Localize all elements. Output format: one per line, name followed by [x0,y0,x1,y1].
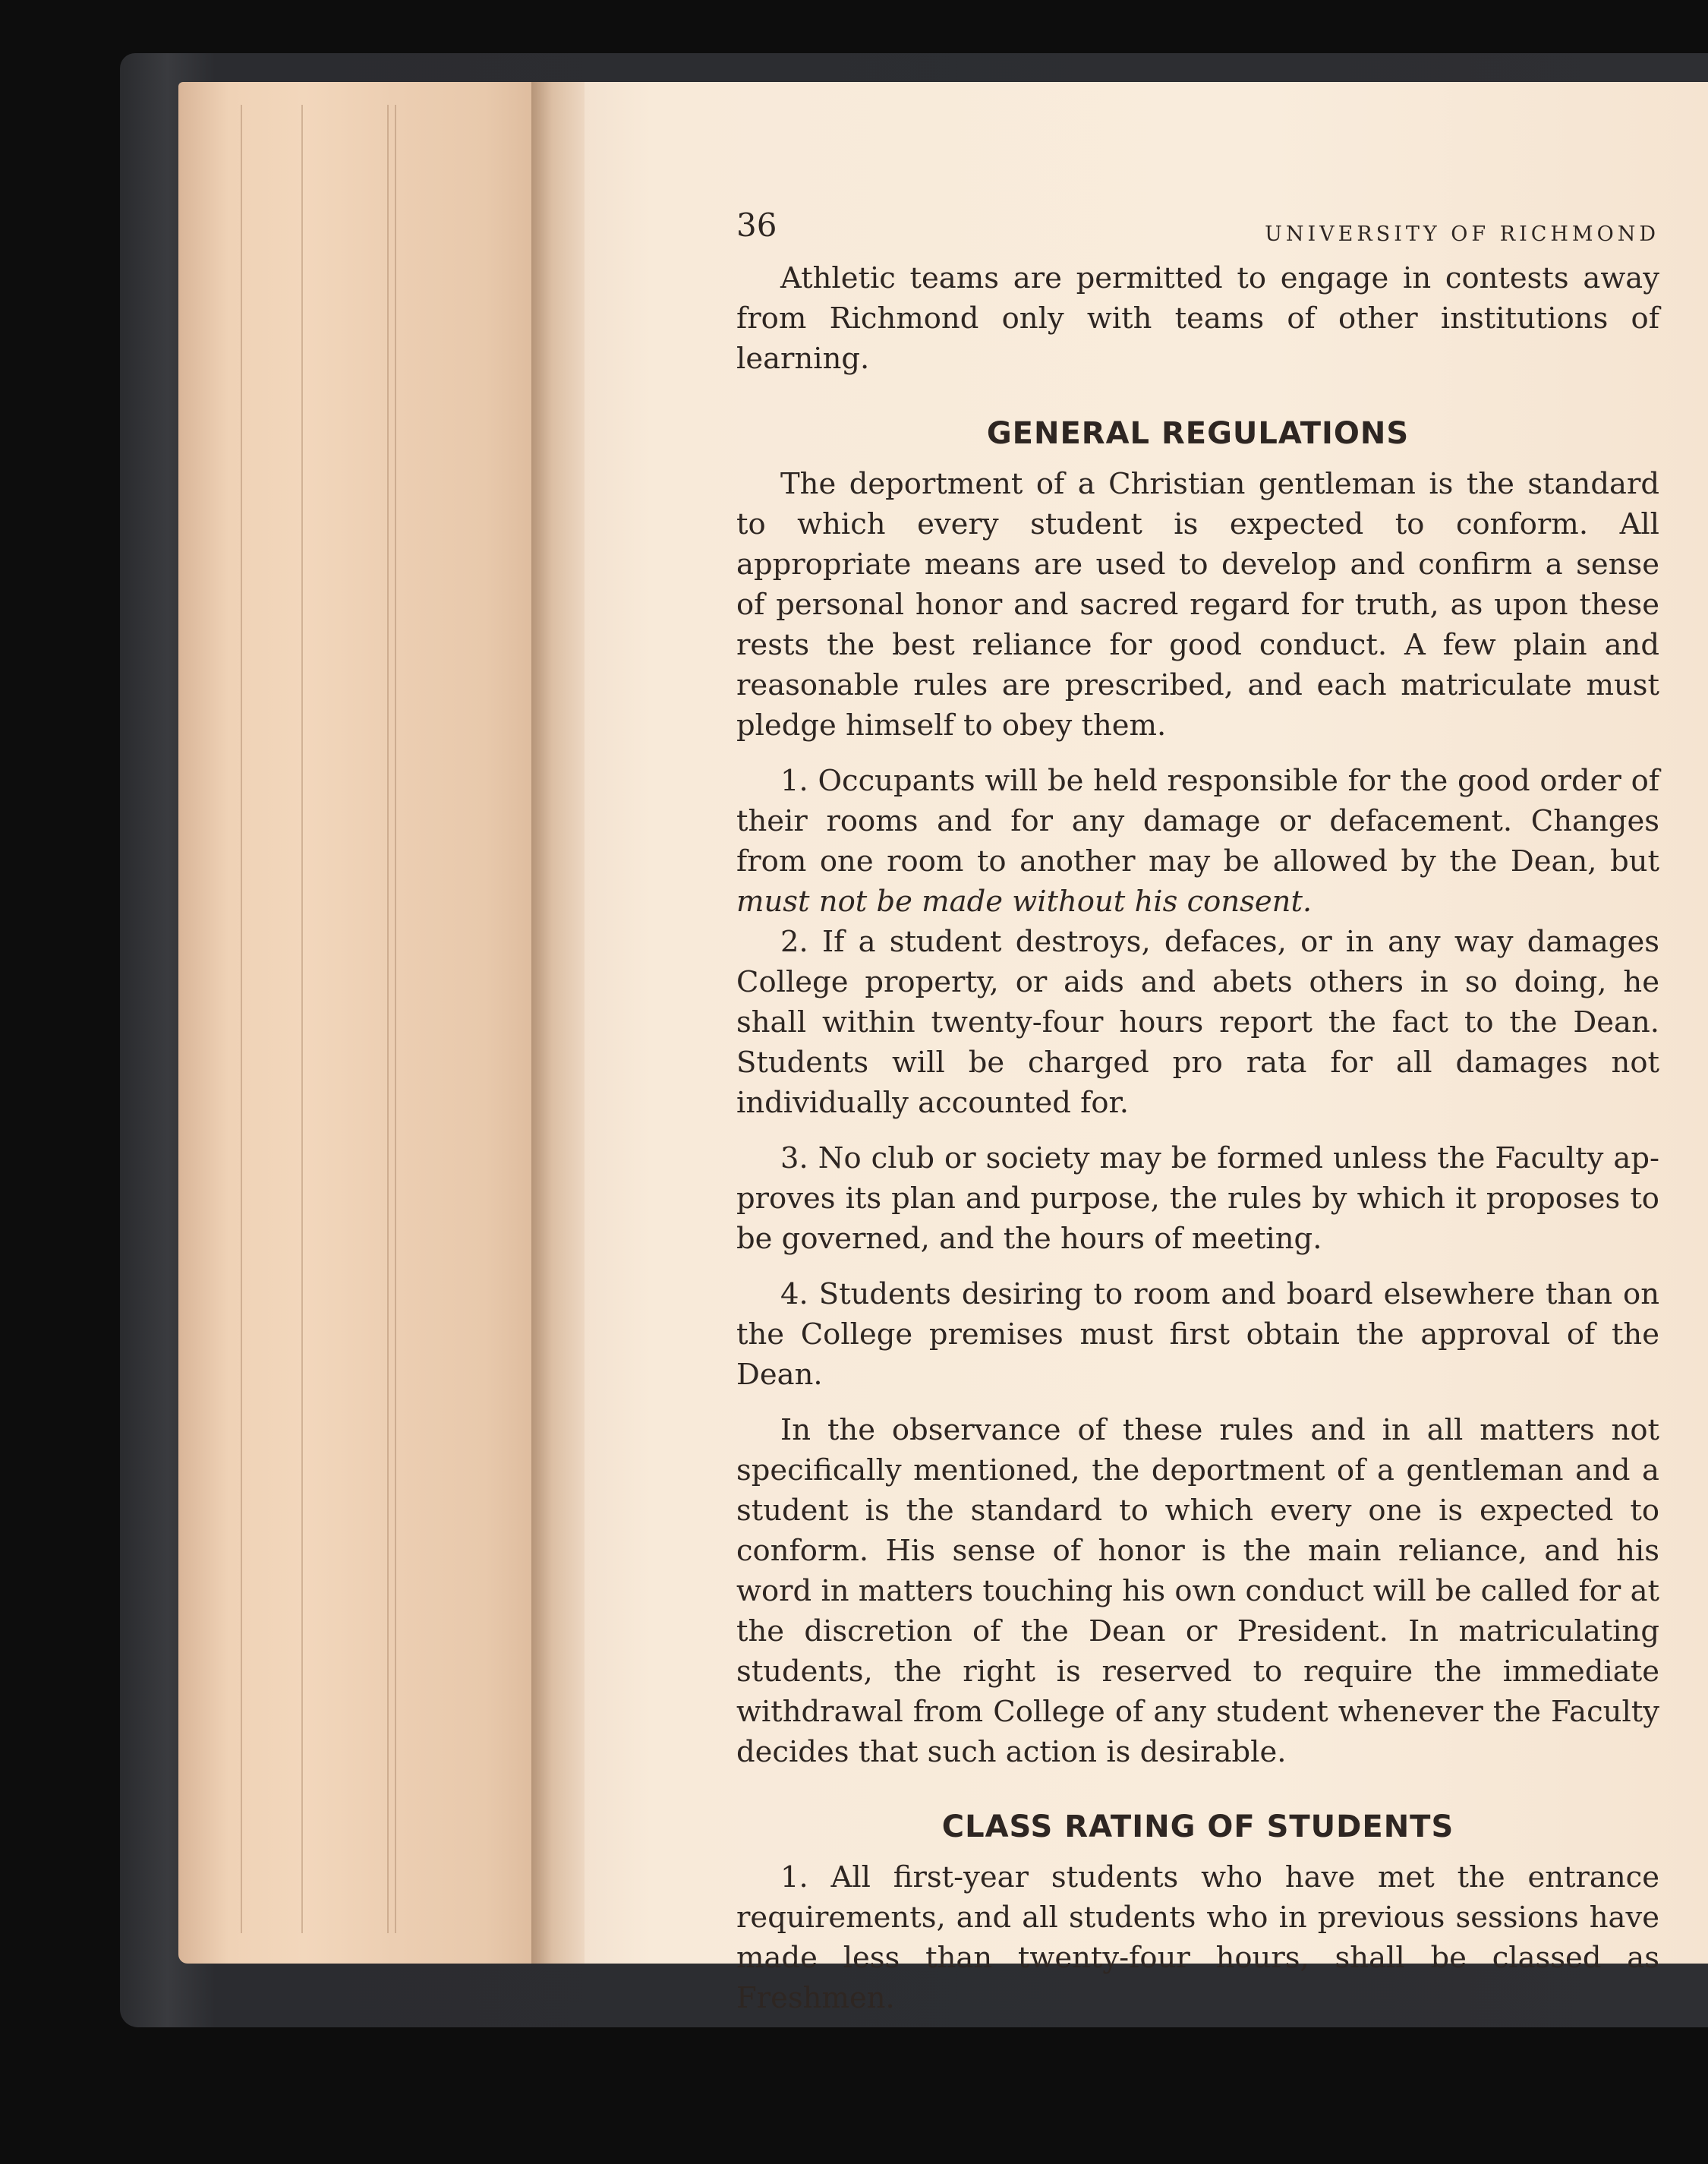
page-header [736,205,1659,258]
rule-4: 4. Students desiring to room and board elsewhere than on the College premises must first obtain the approval of the Dean. [736,1277,1659,1392]
page-edge-line [241,105,242,1933]
rule-3: 3. No club or society may be formed unless the Faculty approves its plan and purpose, the rules by which it proposes to be governed, and the hours of meeting. [736,1141,1659,1256]
class-rating-heading: CLASS RATING OF STUDENTS [941,1809,1454,1844]
athletics-paragraph: Athletic teams are permitted to engage in contests away from Richmond only with teams of other institutions of learning. [736,261,1659,376]
page-edge-line [395,105,396,1933]
page-edge-line [301,105,303,1933]
regulations-closing: In the observance of these rules and in all matters not specifically mentioned, the deportment of a gentleman and a student is the standard to which every one is expected to conform. His sense of honor is the main reliance, and his word in matters touching his own conduct will be called for at the discretion of the Dean or President. In matriculating students, the right is reserved to require the immediate withdrawal from College of any student whenever the Faculty decides that such action is desirable. [736,1413,1659,1769]
rule-1-emphasis: must not be made without his consent. [736,885,1313,919]
running-head: UNIVERSITY OF RICHMOND [1265,222,1659,246]
rule-1 [736,761,1659,922]
regulations-intro: The deportment of a Christian gentleman is the standard to which every student is expected to conform. All appropriate means are used to develop and confirm a sense of personal honor and sacred regard for truth, as upon these rests the best reliance for good conduct. A few plain and reasonable rules are prescribed, and each matriculate must pledge himself to obey them. [736,467,1659,743]
general-regulations-heading: GENERAL REGULATIONS [986,416,1410,451]
page-edge-line [387,105,389,1933]
book-gutter [531,82,591,1964]
rule-2: 2. If a student destroys, defaces, or in any way damages College property, or aids and abets others in so doing, he shall within twenty-four hours report the fact to the Dean. Students will be charged pro rata for all damages not individually accounted for. [736,925,1659,1120]
page-content [736,205,1659,2018]
page-stack-edge [178,82,539,1964]
page-number: 36 [736,207,777,244]
class-rating-item-1: 1. All first-year students who have met the entrance requirements, and all students who in previous sessions have made less than twenty-four hours, shall be classed as Freshmen. [736,1860,1659,2015]
rule-1-text: 1. Occupants will be held responsible for the good order of their rooms and for any damage or defacement. Changes from one room to another may be allowed by the Dean, but [736,764,1659,879]
